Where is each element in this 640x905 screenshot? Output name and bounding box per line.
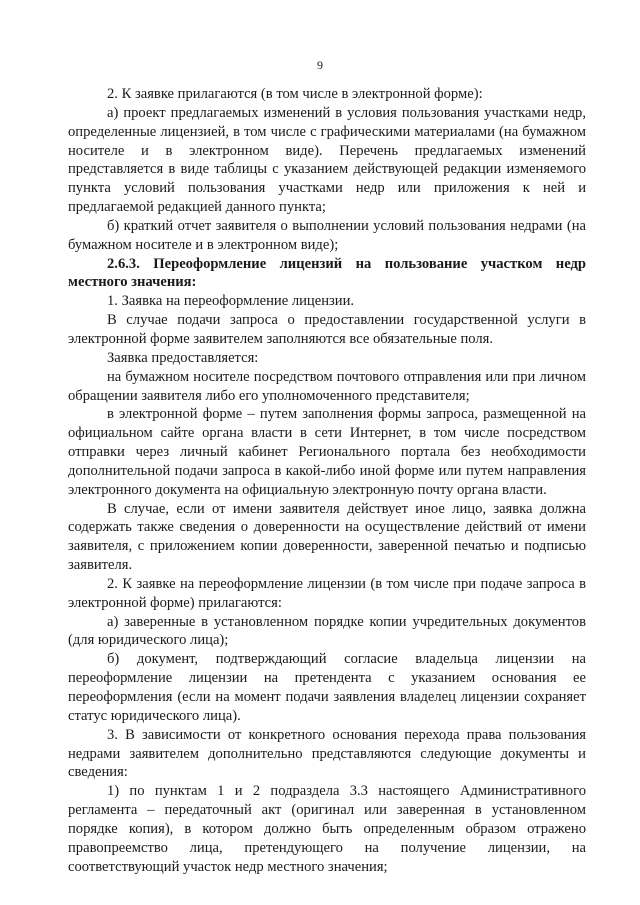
paragraph-item-a-founding-docs: а) заверенные в установленном порядке копии учредительных документов (для юридического лица); bbox=[68, 613, 586, 649]
paragraph-attachments-intro: 2. К заявке прилагаются (в том числе в электронной форме): bbox=[107, 86, 483, 102]
paragraph-reissue-attachments: 2. К заявке на переоформление лицензии (в том числе при подаче запроса в электронной форме) прилагаются: bbox=[68, 575, 586, 611]
paragraph-item-b-consent: б) документ, подтверждающий согласие владельца лицензии на переоформление лицензии на претендента с указанием основания ее переоформления (если на момент подачи заявления владелец лицензии сохраняет статус юридического лица). bbox=[68, 651, 586, 724]
paragraph-electronic-submission: в электронной форме – путем заполнения формы запроса, размещенной на официальном сайте органа власти в сети Интернет, в том числе посредством отправки через личный кабинет Регионального портала без необходимости дополнительной подачи запроса в какой-либо иной форме или путем направления электронного документа на официальную электронную почту органа власти. bbox=[68, 406, 586, 498]
page-number: 9 bbox=[317, 58, 323, 72]
paragraph-item-1-transfer-act: 1) по пунктам 1 и 2 подраздела 3.3 настоящего Административного регламента – передаточный акт (оригинал или заверенная в установленном порядке копия), в котором должно быть определенным образом отражено правопреемство лица, претендующего на получение лицензии, на соответствующий участок недр местного значения; bbox=[68, 783, 586, 875]
paragraph-item-a-changes: а) проект предлагаемых изменений в условия пользования участками недр, определенные лицензией, в том числе с графическими материалами (на бумажном носителе и в электронном виде). Перечень предлагаемых изменений представляется в виде таблицы с указанием действующей редакции изменяемого пункта условий пользования участками недр или приложения к ней и предлагаемой редакцией данного пункта; bbox=[68, 104, 586, 216]
paragraph-application: 1. Заявка на переоформление лицензии. bbox=[107, 293, 355, 310]
paragraph-item-b-report: б) краткий отчет заявителя о выполнении условий пользования недрами (на бумажном носителе и в электронном виде); bbox=[68, 217, 586, 253]
paragraph-additional-documents: 3. В зависимости от конкретного основания перехода права пользования недрами заявителем дополнительно представляются следующие документы и сведения: bbox=[68, 726, 586, 781]
paragraph-paper-submission: на бумажном носителе посредством почтового отправления или при личном обращении заявителя либо его уполномоченного представителя; bbox=[68, 368, 586, 404]
paragraph-electronic-request: В случае подачи запроса о предоставлении государственной услуги в электронной форме заявителем заполняются все обязательные поля. bbox=[68, 312, 586, 347]
section-heading-2-6-3: 2.6.3. Переоформление лицензий на пользование участком недр местного значения: bbox=[68, 255, 586, 291]
document-body bbox=[68, 85, 586, 876]
paragraph-application-submitted: Заявка предоставляется: bbox=[107, 349, 259, 366]
paragraph-power-of-attorney: В случае, если от имени заявителя действует иное лицо, заявка должна содержать также сведения о доверенности на осуществление действий от имени заявителя, с приложением копии доверенности, заверенной печатью и подписью заявителя. bbox=[68, 500, 586, 574]
